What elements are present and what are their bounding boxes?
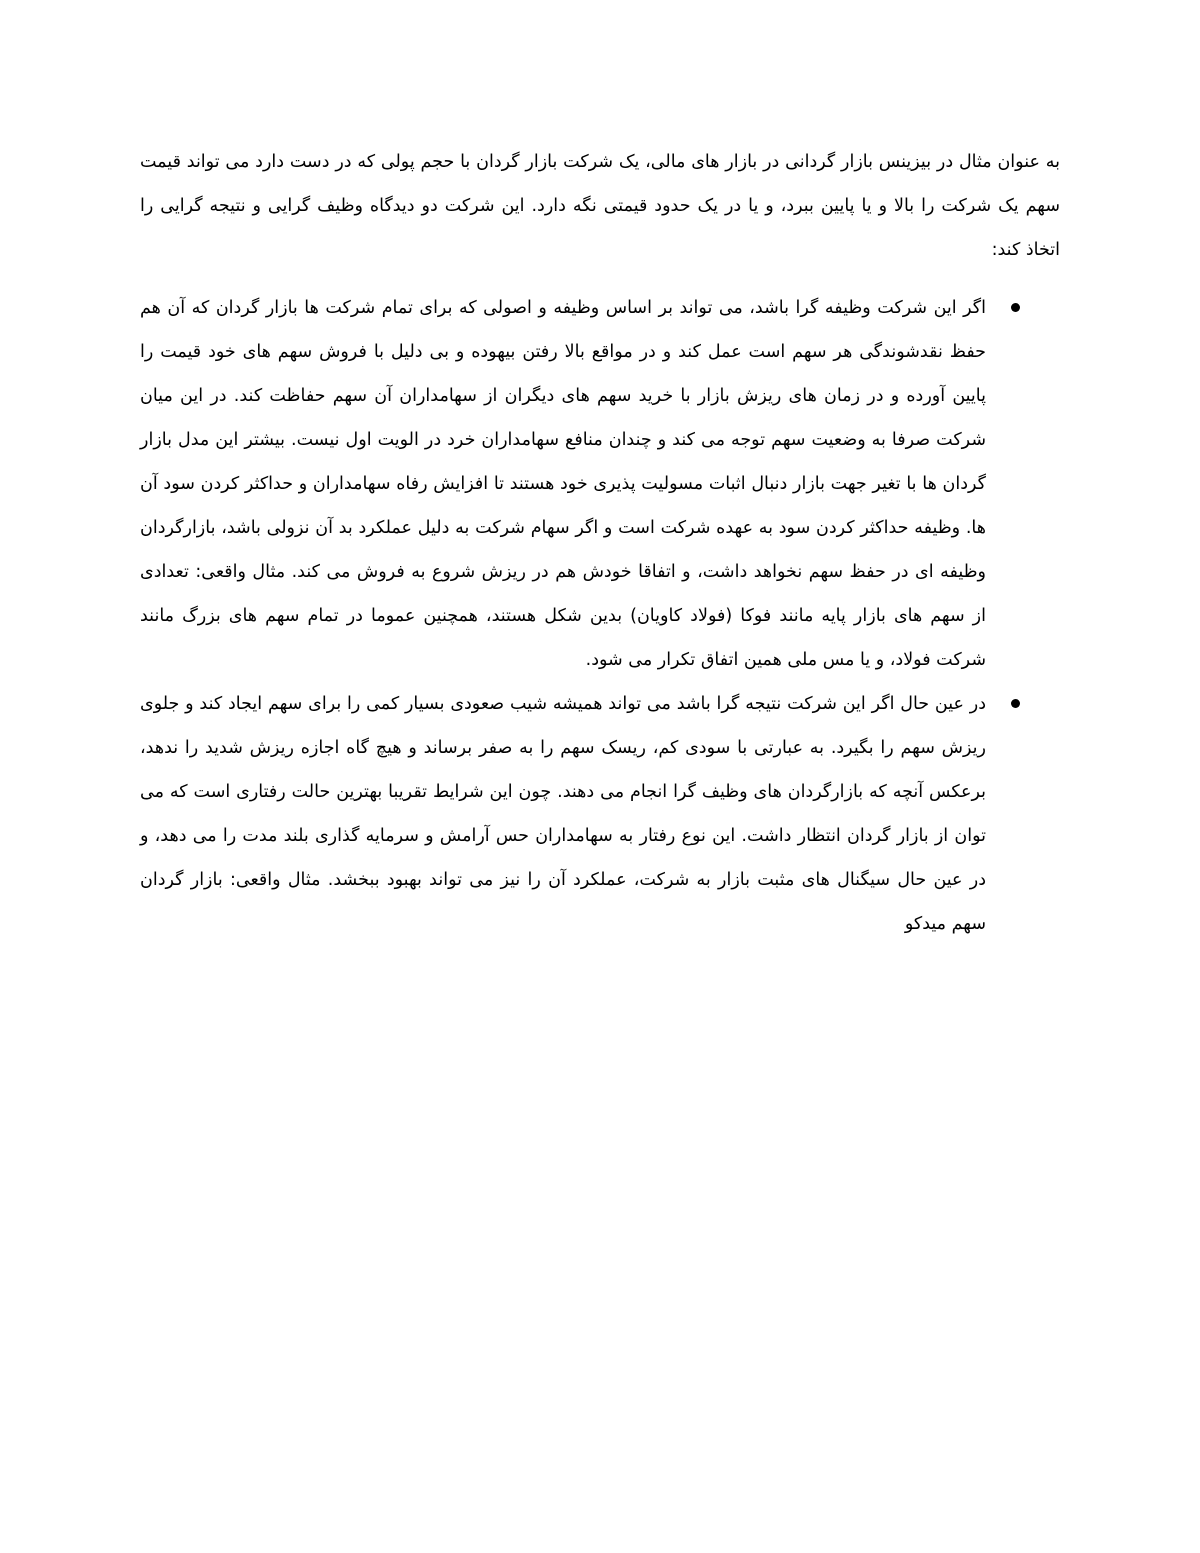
list-item xyxy=(140,286,1060,682)
bullet-text: در عین حال اگر این شرکت نتیجه گرا باشد می تواند همیشه شیب صعودی بسیار کمی را برای سهم ایجاد کند و جلوی ریزش سهم را بگیرد. به عبارتی با سودی کم، ریسک سهم را به صفر برساند و هیچ گاه اجازه ریزش شدید را ندهد، برعکس آنچه که بازارگردان های وظیف گرا انجام می دهند. چون این شرایط تقریبا بهترین حالت رفتاری است که می توان از بازار گردان انتظار داشت. این نوع رفتار به سهامداران حس آرامش و سرمایه گذاری بلند مدت را می دهد، و در عین حال سیگنال های مثبت بازار به شرکت، عملکرد آن را نیز می تواند بهبود ببخشد. مثال واقعی: بازار گردان سهم میدکو xyxy=(140,694,986,934)
document-page xyxy=(140,140,1060,946)
bullet-list xyxy=(140,286,1060,946)
bullet-text: اگر این شرکت وظیفه گرا باشد، می تواند بر اساس وظیفه و اصولی که برای تمام شرکت ها بازار گردان که آن هم حفظ نقدشوندگی هر سهم است عمل کند و در مواقع بالا رفتن بیهوده و بی دلیل با فروش سهم های خود قیمت را پایین آورده و در زمان های ریزش بازار با خرید سهم های دیگران از سهامداران آن سهم حفاظت کند. در این میان شرکت صرفا به وضعیت سهم توجه می کند و چندان منافع سهامداران خرد در الویت اول نیست. بیشتر این مدل بازار گردان ها با تغیر جهت بازار دنبال اثبات مسولیت پذیری خود هستند تا افزایش رفاه سهامداران و حداکثر کردن سود آن ها. وظیفه حداکثر کردن سود به عهده شرکت است و اگر سهام شرکت به دلیل عملکرد بد آن نزولی باشد، بازارگردان وظیفه ای در حفظ سهم نخواهد داشت، و اتفاقا خودش هم در ریزش شروع به فروش می کند. مثال واقعی: تعدادی از سهم های بازار پایه مانند فوکا (فولاد کاویان) بدین شکل هستند، همچنین عموما در تمام سهم های بزرگ مانند شرکت فولاد، و یا مس ملی همین اتفاق تکرار می شود. xyxy=(140,298,986,670)
list-item xyxy=(140,682,1060,946)
bullet-dot-icon xyxy=(1011,699,1020,708)
bullet-dot-icon xyxy=(1011,303,1020,312)
intro-paragraph: به عنوان مثال در بیزینس بازار گردانی در بازار های مالی، یک شرکت بازار گردان با حجم پولی که در دست دارد می تواند قیمت سهم یک شرکت را بالا و یا پایین ببرد، و یا در یک حدود قیمتی نگه دارد. این شرکت دو دیدگاه وظیف گرایی و نتیجه گرایی را اتخاذ کند: xyxy=(140,152,1060,260)
